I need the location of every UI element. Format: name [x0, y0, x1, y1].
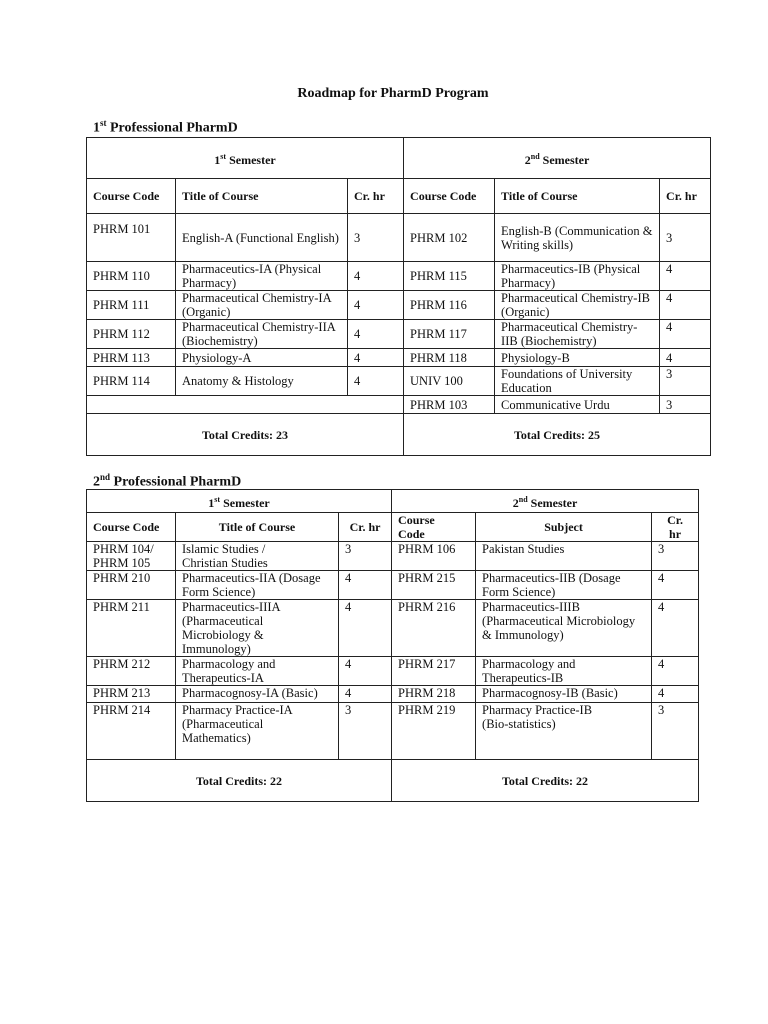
table-row [87, 367, 711, 396]
course-code: PHRM 103 [404, 396, 495, 414]
course-code: PHRM 218 [392, 686, 476, 703]
section2-table [86, 489, 699, 802]
credit-hours: 3 [660, 396, 711, 414]
credit-hours: 4 [348, 262, 404, 291]
col-cr-hr: Cr. hr [348, 179, 404, 214]
col-title-of-course: Title of Course [495, 179, 660, 214]
col-course-code: Course Code [87, 179, 176, 214]
course-title: Pharmacognosy-IB (Basic) [476, 686, 652, 703]
course-title: Foundations of University Education [495, 367, 660, 396]
col-title-of-course: Title of Course [176, 513, 339, 542]
course-code: PHRM 102 [404, 214, 495, 262]
credit-hours: 3 [660, 367, 711, 396]
course-title: Pharmaceutical Chemistry-IIB (Biochemistry) [495, 320, 660, 349]
course-title: Pharmacology and Therapeutics-IA [176, 657, 339, 686]
course-title: Pharmaceutics-IIIA (Pharmaceutical Microbiology & Immunology) [176, 600, 339, 657]
credit-hours: 3 [339, 542, 392, 571]
table-row [87, 214, 711, 262]
section1-sem2-header: 2nd Semester [404, 138, 711, 179]
table-row [87, 571, 699, 600]
course-code: PHRM 216 [392, 600, 476, 657]
credit-hours: 4 [660, 291, 711, 320]
section1-heading [93, 118, 238, 137]
course-code: PHRM 214 [87, 703, 176, 760]
col-course-code: Course Code [404, 179, 495, 214]
course-code: UNIV 100 [404, 367, 495, 396]
course-code: PHRM 106 [392, 542, 476, 571]
course-code: PHRM 101 [87, 214, 176, 262]
course-title: English-A (Functional English) [176, 214, 348, 262]
col-cr-hr: Cr. hr [652, 513, 699, 542]
table-row [87, 396, 711, 414]
course-title: Pharmaceutics-IB (Physical Pharmacy) [495, 262, 660, 291]
empty-cell [87, 396, 404, 414]
credit-hours: 4 [339, 657, 392, 686]
course-title: Islamic Studies / Christian Studies [176, 542, 339, 571]
col-subject: Subject [476, 513, 652, 542]
course-code: PHRM 112 [87, 320, 176, 349]
course-title: Communicative Urdu [495, 396, 660, 414]
course-code: PHRM 113 [87, 349, 176, 367]
course-code: PHRM 213 [87, 686, 176, 703]
course-code: PHRM 210 [87, 571, 176, 600]
course-title: Pharmaceutics-IIB (Dosage Form Science) [476, 571, 652, 600]
credit-hours: 3 [652, 703, 699, 760]
col-course-code: Course Code [87, 513, 176, 542]
table-row [87, 600, 699, 657]
credit-hours: 4 [348, 349, 404, 367]
credit-hours: 4 [660, 349, 711, 367]
page-title: Roadmap for PharmD Program [297, 86, 489, 101]
course-code: PHRM 117 [404, 320, 495, 349]
section2-sem1-header: 1st Semester [87, 490, 392, 513]
course-title: Physiology-B [495, 349, 660, 367]
credit-hours: 4 [660, 320, 711, 349]
course-title: Pharmaceutical Chemistry-IB (Organic) [495, 291, 660, 320]
course-title: Physiology-A [176, 349, 348, 367]
course-title: Pharmaceutics-IA (Physical Pharmacy) [176, 262, 348, 291]
course-code: PHRM 217 [392, 657, 476, 686]
section2-heading [93, 472, 241, 491]
course-code: PHRM 111 [87, 291, 176, 320]
course-title: English-B (Communication & Writing skills) [495, 214, 660, 262]
credit-hours: 3 [339, 703, 392, 760]
course-code: PHRM 215 [392, 571, 476, 600]
section1-ordinal: 1 [93, 120, 100, 136]
section1-sem1-total: Total Credits: 23 [87, 414, 404, 456]
course-title: Pharmacology and Therapeutics-IB [476, 657, 652, 686]
section1-ordinal-suffix: st [100, 118, 107, 128]
credit-hours: 4 [652, 686, 699, 703]
course-title: Pharmacy Practice-IB (Bio-statistics) [476, 703, 652, 760]
course-title: Pharmaceutical Chemistry-IA (Organic) [176, 291, 348, 320]
credit-hours: 4 [348, 320, 404, 349]
course-code: PHRM 116 [404, 291, 495, 320]
section1-sem1-header: 1st Semester [87, 138, 404, 179]
table-row [87, 291, 711, 320]
course-code: PHRM 104/ PHRM 105 [87, 542, 176, 571]
credit-hours: 3 [652, 542, 699, 571]
course-title: Pharmaceutical Chemistry-IIA (Biochemistry) [176, 320, 348, 349]
credit-hours: 3 [348, 214, 404, 262]
course-title: Pharmaceutics-IIIB (Pharmaceutical Microbiology & Immunology) [476, 600, 652, 657]
col-cr-hr: Cr. hr [339, 513, 392, 542]
credit-hours: 4 [339, 571, 392, 600]
credit-hours: 4 [339, 686, 392, 703]
section2-ordinal-suffix: nd [100, 472, 111, 482]
table-row [87, 703, 699, 760]
table-row [87, 657, 699, 686]
course-title: Pharmaceutics-IIA (Dosage Form Science) [176, 571, 339, 600]
col-title-of-course: Title of Course [176, 179, 348, 214]
course-code: PHRM 115 [404, 262, 495, 291]
course-title: Pakistan Studies [476, 542, 652, 571]
course-title: Anatomy & Histology [176, 367, 348, 396]
section2-sem1-total: Total Credits: 22 [87, 760, 392, 802]
credit-hours: 3 [660, 214, 711, 262]
credit-hours: 4 [348, 367, 404, 396]
section1-table [86, 137, 711, 456]
table-row [87, 262, 711, 291]
table-row [87, 542, 699, 571]
section2-ordinal: 2 [93, 474, 100, 490]
credit-hours: 4 [660, 262, 711, 291]
credit-hours: 4 [348, 291, 404, 320]
section2-sem2-total: Total Credits: 22 [392, 760, 699, 802]
course-code: PHRM 219 [392, 703, 476, 760]
section1-sem2-total: Total Credits: 25 [404, 414, 711, 456]
course-title: Pharmacognosy-IA (Basic) [176, 686, 339, 703]
course-code: PHRM 110 [87, 262, 176, 291]
course-code: PHRM 212 [87, 657, 176, 686]
table-row [87, 686, 699, 703]
col-course-code: Course Code [392, 513, 476, 542]
table-row [87, 320, 711, 349]
course-code: PHRM 114 [87, 367, 176, 396]
credit-hours: 4 [652, 657, 699, 686]
table-row [87, 349, 711, 367]
credit-hours: 4 [652, 600, 699, 657]
credit-hours: 4 [652, 571, 699, 600]
section1-heading-text: Professional PharmD [106, 120, 238, 136]
col-cr-hr: Cr. hr [660, 179, 711, 214]
course-code: PHRM 118 [404, 349, 495, 367]
section2-sem2-header: 2nd Semester [392, 490, 699, 513]
credit-hours: 4 [339, 600, 392, 657]
course-code: PHRM 211 [87, 600, 176, 657]
section2-heading-text: Professional PharmD [110, 474, 242, 490]
course-title: Pharmacy Practice-IA (Pharmaceutical Mathematics) [176, 703, 339, 760]
